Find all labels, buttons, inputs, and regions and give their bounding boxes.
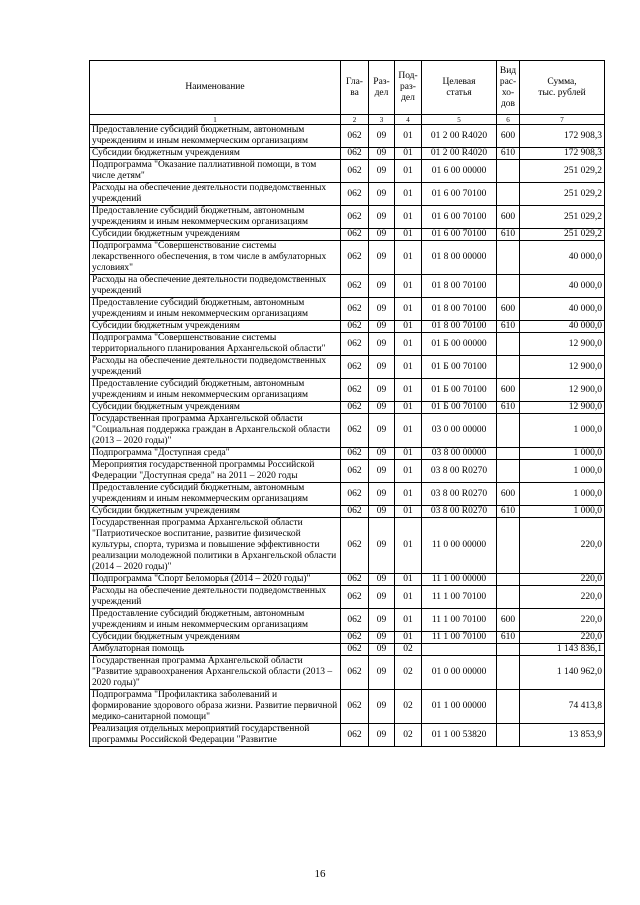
row-podrazdel: 01	[395, 148, 422, 160]
row-name: Мероприятия государственной программы Российской Федерации "Доступная среда" на 2011 – 2020 годы	[90, 460, 341, 483]
header-podrazdel: Под- раз- дел	[395, 61, 422, 115]
row-sum: 172 908,3	[520, 125, 605, 148]
row-name: Расходы на обеспечение деятельности подведомственных учреждений	[90, 586, 341, 609]
row-name: Амбулаторная помощь	[90, 644, 341, 656]
row-razdel: 09	[369, 460, 395, 483]
row-glava: 062	[341, 414, 369, 448]
row-sum: 40 000,0	[520, 298, 605, 321]
row-podrazdel: 01	[395, 402, 422, 414]
row-name: Субсидии бюджетным учреждениям	[90, 506, 341, 518]
row-name: Подпрограмма "Совершенствование системы лекарственного обеспечения, в том числе в амбулаторных условиях"	[90, 241, 341, 275]
row-sum: 251 029,2	[520, 229, 605, 241]
table-row	[90, 183, 605, 206]
table-row	[90, 241, 605, 275]
row-podrazdel: 01	[395, 333, 422, 356]
row-sum: 1 140 962,0	[520, 656, 605, 690]
row-razdel: 09	[369, 574, 395, 586]
row-razdel: 09	[369, 241, 395, 275]
row-name: Субсидии бюджетным учреждениям	[90, 632, 341, 644]
row-podrazdel: 02	[395, 644, 422, 656]
row-razdel: 09	[369, 609, 395, 632]
row-podrazdel: 01	[395, 414, 422, 448]
column-number-row	[90, 115, 605, 125]
row-podrazdel: 02	[395, 690, 422, 724]
row-name: Субсидии бюджетным учреждениям	[90, 402, 341, 414]
row-podrazdel: 01	[395, 298, 422, 321]
row-target-article: 03 8 00 R0270	[422, 483, 497, 506]
row-name: Подпрограмма "Оказание паллиативной помощи, в том числе детям"	[90, 160, 341, 183]
column-number: 1	[90, 115, 341, 125]
row-sum: 1 000,0	[520, 448, 605, 460]
row-glava: 062	[341, 206, 369, 229]
row-razdel: 09	[369, 125, 395, 148]
table-row	[90, 724, 605, 747]
row-podrazdel: 01	[395, 574, 422, 586]
row-glava: 062	[341, 321, 369, 333]
row-target-article: 03 8 00 R0270	[422, 506, 497, 518]
row-expense-type: 600	[497, 206, 520, 229]
row-target-article: 11 1 00 00000	[422, 574, 497, 586]
page-number: 16	[314, 868, 326, 880]
row-expense-type: 610	[497, 321, 520, 333]
column-number: 5	[422, 115, 497, 125]
row-podrazdel: 01	[395, 160, 422, 183]
row-sum: 40 000,0	[520, 321, 605, 333]
table-row	[90, 586, 605, 609]
row-sum: 13 853,9	[520, 724, 605, 747]
row-podrazdel: 01	[395, 379, 422, 402]
row-expense-type	[497, 448, 520, 460]
row-sum: 12 900,0	[520, 402, 605, 414]
row-target-article: 01 Б 00 70100	[422, 356, 497, 379]
row-expense-type	[497, 518, 520, 574]
row-glava: 062	[341, 379, 369, 402]
row-target-article: 01 0 00 00000	[422, 656, 497, 690]
row-name: Субсидии бюджетным учреждениям	[90, 321, 341, 333]
table-row	[90, 483, 605, 506]
row-razdel: 09	[369, 448, 395, 460]
column-number: 3	[369, 115, 395, 125]
row-razdel: 09	[369, 356, 395, 379]
row-glava: 062	[341, 483, 369, 506]
row-sum: 172 908,3	[520, 148, 605, 160]
row-sum: 12 900,0	[520, 356, 605, 379]
row-podrazdel: 01	[395, 321, 422, 333]
row-podrazdel: 01	[395, 586, 422, 609]
row-glava: 062	[341, 402, 369, 414]
row-expense-type	[497, 724, 520, 747]
row-glava: 062	[341, 609, 369, 632]
row-sum: 220,0	[520, 586, 605, 609]
row-expense-type: 600	[497, 125, 520, 148]
row-target-article: 01 8 00 70100	[422, 298, 497, 321]
row-razdel: 09	[369, 333, 395, 356]
row-target-article: 03 8 00 R0270	[422, 460, 497, 483]
table-row	[90, 356, 605, 379]
row-expense-type: 610	[497, 229, 520, 241]
header-target: Целевая статья	[422, 61, 497, 115]
row-sum: 1 143 836,1	[520, 644, 605, 656]
row-target-article: 01 Б 00 70100	[422, 402, 497, 414]
row-expense-type	[497, 586, 520, 609]
row-expense-type: 600	[497, 483, 520, 506]
row-podrazdel: 01	[395, 229, 422, 241]
table-header-row	[90, 61, 605, 115]
row-razdel: 09	[369, 402, 395, 414]
row-expense-type	[497, 275, 520, 298]
row-name: Расходы на обеспечение деятельности подведомственных учреждений	[90, 356, 341, 379]
row-glava: 062	[341, 518, 369, 574]
row-target-article: 11 0 00 00000	[422, 518, 497, 574]
row-name: Подпрограмма "Доступная среда"	[90, 448, 341, 460]
row-target-article: 01 6 00 00000	[422, 160, 497, 183]
row-sum: 1 000,0	[520, 506, 605, 518]
row-razdel: 09	[369, 183, 395, 206]
row-razdel: 09	[369, 229, 395, 241]
table-row	[90, 275, 605, 298]
row-razdel: 09	[369, 298, 395, 321]
row-razdel: 09	[369, 690, 395, 724]
row-glava: 062	[341, 724, 369, 747]
row-expense-type	[497, 356, 520, 379]
row-target-article: 11 1 00 70100	[422, 632, 497, 644]
row-target-article: 11 1 00 70100	[422, 586, 497, 609]
table-row	[90, 402, 605, 414]
row-name: Предоставление субсидий бюджетным, автономным учреждениям и иным некоммерческим организациям	[90, 206, 341, 229]
row-glava: 062	[341, 298, 369, 321]
table-row	[90, 414, 605, 448]
row-name: Расходы на обеспечение деятельности подведомственных учреждений	[90, 183, 341, 206]
column-number: 7	[520, 115, 605, 125]
row-target-article: 01 8 00 70100	[422, 321, 497, 333]
row-sum: 251 029,2	[520, 160, 605, 183]
row-glava: 062	[341, 448, 369, 460]
row-razdel: 09	[369, 275, 395, 298]
row-sum: 12 900,0	[520, 333, 605, 356]
row-expense-type: 600	[497, 379, 520, 402]
row-name: Предоставление субсидий бюджетным, автономным учреждениям и иным некоммерческим организациям	[90, 298, 341, 321]
row-razdel: 09	[369, 724, 395, 747]
row-target-article: 01 1 00 00000	[422, 690, 497, 724]
row-glava: 062	[341, 275, 369, 298]
row-target-article: 03 0 00 00000	[422, 414, 497, 448]
row-podrazdel: 02	[395, 656, 422, 690]
row-expense-type	[497, 160, 520, 183]
table-row	[90, 229, 605, 241]
row-glava: 062	[341, 241, 369, 275]
row-razdel: 09	[369, 644, 395, 656]
column-number: 6	[497, 115, 520, 125]
row-podrazdel: 01	[395, 356, 422, 379]
row-sum: 220,0	[520, 574, 605, 586]
row-glava: 062	[341, 632, 369, 644]
row-razdel: 09	[369, 483, 395, 506]
table-row	[90, 333, 605, 356]
row-podrazdel: 01	[395, 183, 422, 206]
table-row	[90, 574, 605, 586]
row-target-article: 03 8 00 00000	[422, 448, 497, 460]
row-expense-type: 600	[497, 609, 520, 632]
table-row	[90, 321, 605, 333]
table-row	[90, 148, 605, 160]
table-row	[90, 632, 605, 644]
row-expense-type: 610	[497, 148, 520, 160]
row-glava: 062	[341, 125, 369, 148]
row-podrazdel: 01	[395, 241, 422, 275]
header-sum: Сумма, тыс. рублей	[520, 61, 605, 115]
row-expense-type: 610	[497, 632, 520, 644]
row-target-article: 01 8 00 00000	[422, 241, 497, 275]
row-name: Государственная программа Архангельской области "Социальная поддержка граждан в Архангельской области (2013 – 2020 годы)"	[90, 414, 341, 448]
row-expense-type	[497, 414, 520, 448]
row-glava: 062	[341, 333, 369, 356]
row-name: Государственная программа Архангельской области "Развитие здравоохранения Архангельской области (2013 – 2020 годы)"	[90, 656, 341, 690]
row-sum: 220,0	[520, 518, 605, 574]
row-expense-type: 610	[497, 506, 520, 518]
row-glava: 062	[341, 690, 369, 724]
row-sum: 74 413,8	[520, 690, 605, 724]
row-razdel: 09	[369, 379, 395, 402]
row-name: Реализация отдельных мероприятий государственной программы Российской Федерации "Развитие	[90, 724, 341, 747]
table-row	[90, 656, 605, 690]
row-glava: 062	[341, 183, 369, 206]
row-razdel: 09	[369, 414, 395, 448]
table-row	[90, 448, 605, 460]
header-glava: Гла- ва	[341, 61, 369, 115]
row-name: Субсидии бюджетным учреждениям	[90, 148, 341, 160]
row-glava: 062	[341, 356, 369, 379]
row-target-article	[422, 644, 497, 656]
row-podrazdel: 01	[395, 518, 422, 574]
row-podrazdel: 01	[395, 483, 422, 506]
row-razdel: 09	[369, 160, 395, 183]
row-podrazdel: 01	[395, 460, 422, 483]
row-razdel: 09	[369, 321, 395, 333]
row-target-article: 01 6 00 70100	[422, 229, 497, 241]
row-name: Государственная программа Архангельской области "Патриотическое воспитание, развитие физической культуры, спорта, туризма и повышение эффективности реализации молодежной политики в Архангельской области (2014 – 2020 годы)"	[90, 518, 341, 574]
column-number: 2	[341, 115, 369, 125]
row-podrazdel: 01	[395, 632, 422, 644]
row-target-article: 01 2 00 R4020	[422, 125, 497, 148]
row-expense-type	[497, 644, 520, 656]
row-podrazdel: 01	[395, 206, 422, 229]
row-expense-type: 600	[497, 298, 520, 321]
row-razdel: 09	[369, 148, 395, 160]
table-row	[90, 298, 605, 321]
row-target-article: 01 8 00 70100	[422, 275, 497, 298]
table-row	[90, 609, 605, 632]
row-target-article: 01 Б 00 00000	[422, 333, 497, 356]
row-razdel: 09	[369, 506, 395, 518]
row-podrazdel: 01	[395, 609, 422, 632]
row-target-article: 01 6 00 70100	[422, 206, 497, 229]
row-name: Подпрограмма "Совершенствование системы территориального планирования Архангельской области"	[90, 333, 341, 356]
table-row	[90, 644, 605, 656]
table-body	[90, 125, 605, 747]
row-podrazdel: 01	[395, 448, 422, 460]
row-podrazdel: 01	[395, 506, 422, 518]
row-podrazdel: 01	[395, 125, 422, 148]
row-expense-type	[497, 460, 520, 483]
row-glava: 062	[341, 148, 369, 160]
row-expense-type: 610	[497, 402, 520, 414]
table-row	[90, 125, 605, 148]
row-sum: 40 000,0	[520, 275, 605, 298]
row-razdel: 09	[369, 656, 395, 690]
row-expense-type	[497, 656, 520, 690]
row-name: Подпрограмма "Профилактика заболеваний и формирование здорового образа жизни. Развитие первичной медико-санитарной помощи"	[90, 690, 341, 724]
header-vid: Вид рас- хо- дов	[497, 61, 520, 115]
row-expense-type	[497, 333, 520, 356]
row-name: Предоставление субсидий бюджетным, автономным учреждениям и иным некоммерческим организациям	[90, 125, 341, 148]
row-glava: 062	[341, 586, 369, 609]
row-target-article: 01 2 00 R4020	[422, 148, 497, 160]
row-razdel: 09	[369, 518, 395, 574]
row-sum: 1 000,0	[520, 460, 605, 483]
row-name: Субсидии бюджетным учреждениям	[90, 229, 341, 241]
table-row	[90, 160, 605, 183]
row-razdel: 09	[369, 586, 395, 609]
header-name: Наименование	[90, 61, 341, 115]
row-sum: 220,0	[520, 609, 605, 632]
row-sum: 1 000,0	[520, 414, 605, 448]
budget-table	[89, 60, 605, 747]
row-glava: 062	[341, 229, 369, 241]
row-expense-type	[497, 241, 520, 275]
row-name: Предоставление субсидий бюджетным, автономным учреждениям и иным некоммерческим организациям	[90, 609, 341, 632]
row-glava: 062	[341, 644, 369, 656]
row-podrazdel: 02	[395, 724, 422, 747]
table-row	[90, 690, 605, 724]
header-razdel: Раз- дел	[369, 61, 395, 115]
table-row	[90, 379, 605, 402]
row-glava: 062	[341, 506, 369, 518]
row-expense-type	[497, 574, 520, 586]
row-sum: 251 029,2	[520, 183, 605, 206]
row-sum: 220,0	[520, 632, 605, 644]
row-glava: 062	[341, 160, 369, 183]
row-sum: 12 900,0	[520, 379, 605, 402]
row-target-article: 01 6 00 70100	[422, 183, 497, 206]
row-name: Предоставление субсидий бюджетным, автономным учреждениям и иным некоммерческим организациям	[90, 379, 341, 402]
row-name: Предоставление субсидий бюджетным, автономным учреждениям и иным некоммерческим организациям	[90, 483, 341, 506]
row-name: Подпрограмма "Спорт Беломорья (2014 – 2020 годы)"	[90, 574, 341, 586]
row-expense-type	[497, 183, 520, 206]
row-razdel: 09	[369, 632, 395, 644]
row-target-article: 01 Б 00 70100	[422, 379, 497, 402]
row-name: Расходы на обеспечение деятельности подведомственных учреждений	[90, 275, 341, 298]
table-row	[90, 460, 605, 483]
row-expense-type	[497, 690, 520, 724]
table-row	[90, 506, 605, 518]
column-number: 4	[395, 115, 422, 125]
row-target-article: 01 1 00 53820	[422, 724, 497, 747]
row-sum: 40 000,0	[520, 241, 605, 275]
row-target-article: 11 1 00 70100	[422, 609, 497, 632]
row-glava: 062	[341, 574, 369, 586]
row-razdel: 09	[369, 206, 395, 229]
row-glava: 062	[341, 656, 369, 690]
table-row	[90, 518, 605, 574]
table-row	[90, 206, 605, 229]
row-sum: 1 000,0	[520, 483, 605, 506]
row-podrazdel: 01	[395, 275, 422, 298]
row-sum: 251 029,2	[520, 206, 605, 229]
row-glava: 062	[341, 460, 369, 483]
